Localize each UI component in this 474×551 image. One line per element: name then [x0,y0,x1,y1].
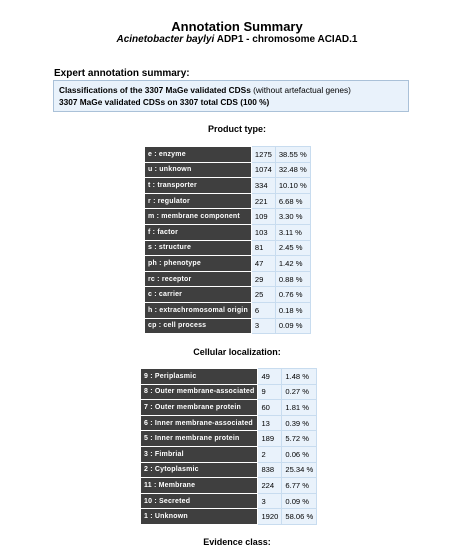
table-row [141,478,317,494]
row-label: 2 : Cytoplasmic [141,462,258,478]
strain-chromosome: ADP1 - chromosome ACIAD.1 [216,34,358,45]
table-row [145,256,311,272]
row-percent: 10.10 % [275,178,310,194]
expert-heading: Expert annotation summary: [54,68,190,79]
row-count: 334 [251,178,275,194]
table-row [145,271,311,287]
row-count: 81 [251,240,275,256]
row-percent: 0.09 % [282,493,317,509]
row-count: 6 [251,302,275,318]
row-label: 11 : Membrane [141,478,258,494]
table-row [145,178,311,194]
row-count: 3 [251,318,275,334]
cellular-localization-table [140,368,317,525]
row-percent: 0.09 % [275,318,310,334]
product-type-table [144,146,311,334]
row-percent: 1.48 % [282,369,317,385]
row-percent: 25.34 % [282,462,317,478]
row-count: 2 [258,446,282,462]
row-label: 9 : Periplasmic [141,369,258,385]
row-count: 189 [258,431,282,447]
row-percent: 3.30 % [275,209,310,225]
row-percent: 6.77 % [282,478,317,494]
row-count: 103 [251,224,275,240]
info-line-1-rest: (without artefactual genes) [250,85,351,95]
table-row [145,302,311,318]
table-row [145,240,311,256]
row-count: 224 [258,478,282,494]
row-label: c : carrier [145,287,252,303]
row-count: 838 [258,462,282,478]
table-row [141,493,317,509]
evidence-class-heading: Evidence class: [203,537,271,547]
row-count: 47 [251,256,275,272]
table-row [141,415,317,431]
row-percent: 0.76 % [275,287,310,303]
info-line-1 [59,85,403,97]
row-percent: 2.45 % [275,240,310,256]
info-line-1-bold: Classifications of the 3307 MaGe validated CDSs [59,85,251,95]
row-percent: 58.06 % [282,509,317,525]
row-count: 25 [251,287,275,303]
info-line-2 [59,97,403,109]
table-row [145,147,311,163]
row-percent: 6.68 % [275,193,310,209]
row-count: 221 [251,193,275,209]
row-label: f : factor [145,224,252,240]
table-row [145,287,311,303]
row-percent: 0.39 % [282,415,317,431]
row-percent: 0.06 % [282,446,317,462]
table-row [145,318,311,334]
row-label: s : structure [145,240,252,256]
row-label: u : unknown [145,162,252,178]
page-title: Annotation Summary [171,19,303,34]
table-row [141,446,317,462]
row-count: 9 [258,384,282,400]
info-line-2-bold: 3307 MaGe validated CDSs on 3307 total CDS (100 %) [59,96,270,107]
row-label: 8 : Outer membrane-associated [141,384,258,400]
table-row [141,400,317,416]
row-label: r : regulator [145,193,252,209]
table-row [145,193,311,209]
table-row [145,209,311,225]
row-count: 109 [251,209,275,225]
row-count: 1275 [251,147,275,163]
row-label: 6 : Inner membrane-associated [141,415,258,431]
product-type-heading: Product type: [207,124,266,134]
row-percent: 0.18 % [275,302,310,318]
row-label: 7 : Outer membrane protein [141,400,258,416]
table-row [141,462,317,478]
expert-info-box [53,80,409,112]
table-row [141,509,317,525]
table-row [141,431,317,447]
row-label: rc : receptor [145,271,252,287]
row-percent: 5.72 % [282,431,317,447]
row-label: 5 : Inner membrane protein [141,431,258,447]
table-row [141,369,317,385]
table-row [141,384,317,400]
row-label: 1 : Unknown [141,509,258,525]
row-count: 60 [258,400,282,416]
page-subtitle [0,34,474,45]
row-label: m : membrane component [145,209,252,225]
row-label: t : transporter [145,178,252,194]
row-count: 13 [258,415,282,431]
row-label: 10 : Secreted [141,493,258,509]
row-count: 3 [258,493,282,509]
row-percent: 1.81 % [282,400,317,416]
row-percent: 38.55 % [275,147,310,163]
cellular-localization-heading: Cellular localization: [193,347,281,357]
row-percent: 0.88 % [275,271,310,287]
table-row [145,224,311,240]
row-count: 49 [258,369,282,385]
row-count: 1920 [258,509,282,525]
row-label: h : extrachromosomal origin [145,302,252,318]
row-label: ph : phenotype [145,256,252,272]
table-row [145,162,311,178]
row-count: 1074 [251,162,275,178]
row-percent: 1.42 % [275,256,310,272]
row-label: e : enzyme [145,147,252,163]
row-count: 29 [251,271,275,287]
row-percent: 32.48 % [275,162,310,178]
row-percent: 3.11 % [275,224,310,240]
species-name: Acinetobacter baylyi [116,34,215,45]
row-label: 3 : Fimbrial [141,446,258,462]
row-label: cp : cell process [145,318,252,334]
row-percent: 0.27 % [282,384,317,400]
